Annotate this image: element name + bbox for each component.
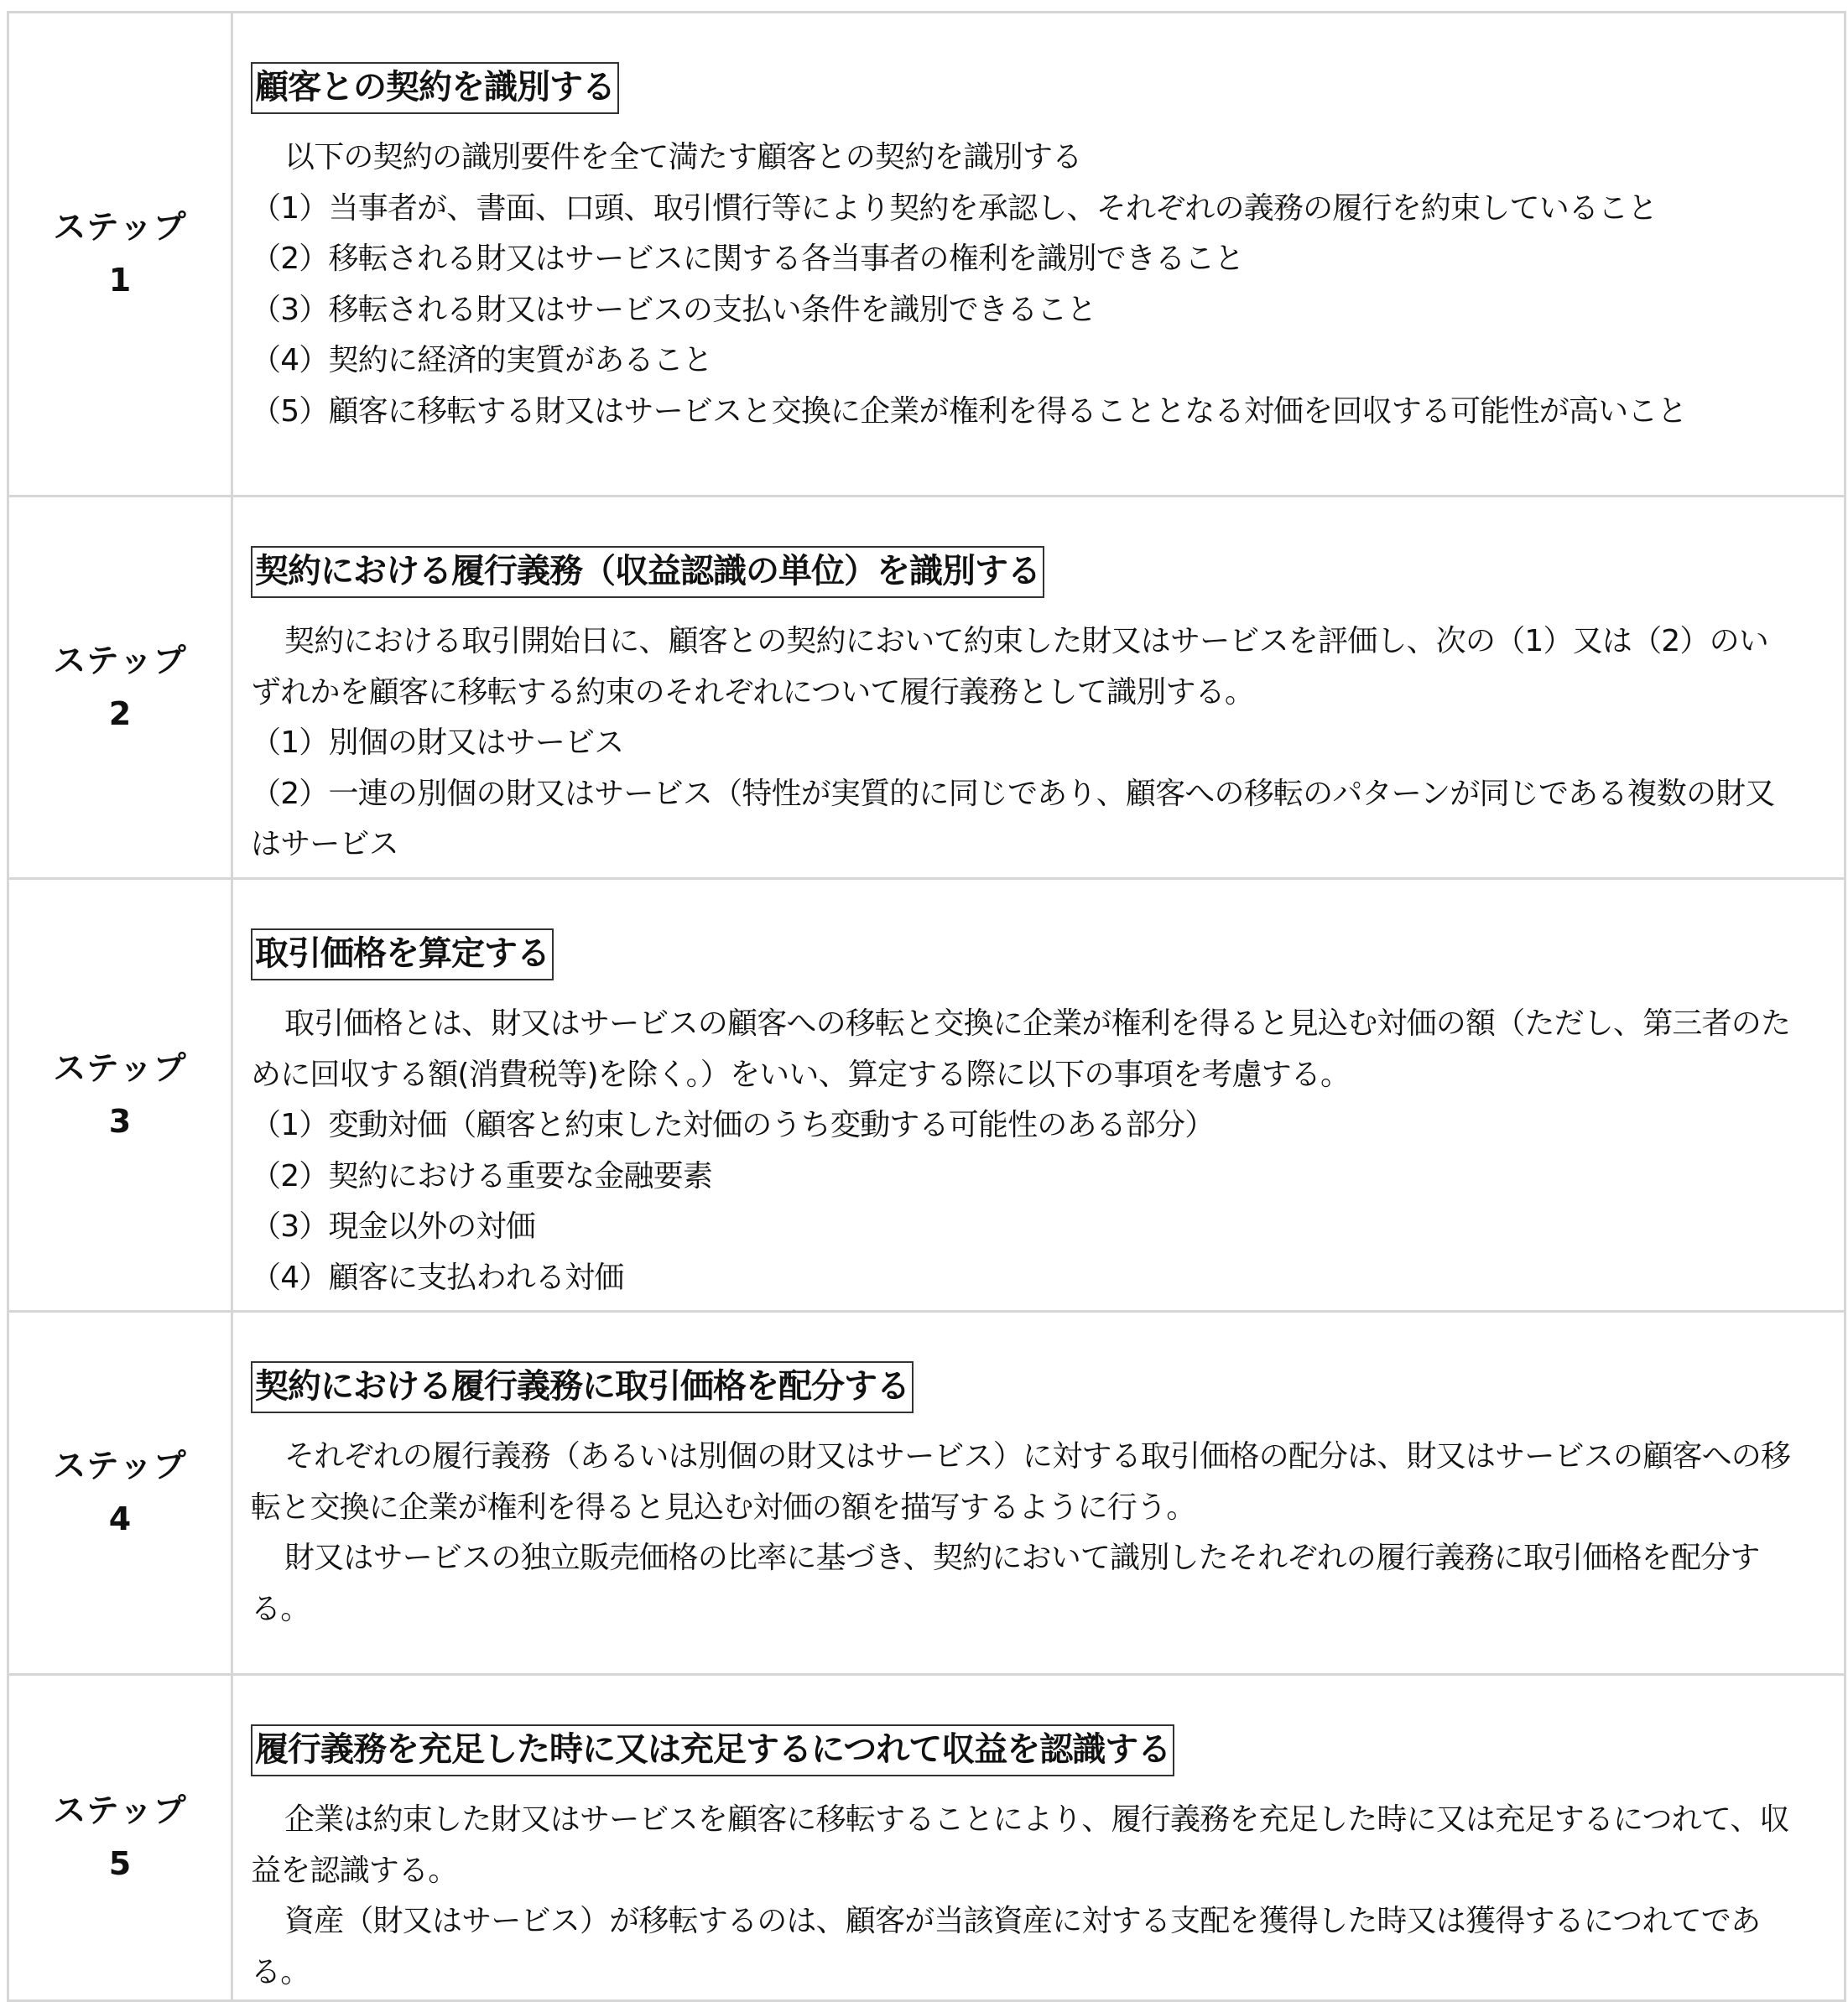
step-body-line: （3）移転される財又はサービスの支払い条件を識別できること [251, 292, 1096, 327]
step-body-line: 財又はサービスの独立販売価格の比率に基づき、契約において識別したそれぞれの履行義務に取引価格を配分する。 [251, 1541, 1760, 1626]
step-body-line: 契約における取引開始日に、顧客との契約において約束した財又はサービスを評価し、次の（1）又は（2）のいずれかを顧客に移転する約束のそれぞれについて履行義務として識別する。 [251, 624, 1769, 710]
step-label-cell [8, 1312, 232, 1675]
step-body-line: （2）契約における重要な金融要素 [251, 1158, 713, 1193]
step-number: 2 [108, 694, 132, 732]
step-body-line: 取引価格とは、財又はサービスの顧客への移転と交換に企業が権利を得ると見込む対価の額（ただし、第三者のために回収する額(消費税等)を除く。）をいい、算定する際に以下の事項を考慮する。 [251, 1006, 1791, 1092]
step-title: 取引価格を算定する [251, 928, 554, 980]
step-label-cell [8, 1675, 232, 2001]
step-title: 契約における履行義務に取引価格を配分する [251, 1361, 914, 1413]
step-row-4 [8, 1312, 1845, 1675]
step-content-cell [232, 497, 1845, 879]
step-body-line: （2）一連の別個の財又はサービス（特性が実質的に同じであり、顧客への移転のパターンが同じである複数の財又はサービス [251, 776, 1775, 861]
step-body-line: （1）変動対価（顧客と約束した対価のうち変動する可能性のある部分） [251, 1108, 1215, 1142]
step-number: 5 [108, 1845, 132, 1882]
step-number: 4 [108, 1500, 132, 1537]
step-body-line: 以下の契約の識別要件を全て満たす顧客との契約を識別する [284, 140, 1082, 174]
step-body-line: （2）移転される財又はサービスに関する各当事者の権利を識別できること [251, 242, 1244, 276]
step-row-2 [8, 497, 1845, 879]
step-content-cell [232, 879, 1845, 1312]
step-label-cell [8, 13, 232, 497]
revenue-recognition-steps-table [7, 11, 1846, 2002]
step-label: ステップ [53, 1049, 187, 1088]
step-row-1 [8, 13, 1845, 497]
step-body-line: 資産（財又はサービス）が移転するのは、顧客が当該資産に対する支配を獲得した時又は獲得するにつれてである。 [251, 1904, 1761, 1989]
step-body [251, 616, 1793, 872]
step-label: ステップ [53, 209, 187, 247]
step-title: 顧客との契約を識別する [251, 62, 619, 114]
step-body-line: 企業は約束した財又はサービスを顧客に移転することにより、履行義務を充足した時に又は充足するにつれて、収益を認識する。 [251, 1802, 1789, 1888]
step-content-cell [232, 13, 1845, 497]
step-label: ステップ [53, 1448, 187, 1485]
step-body [251, 1795, 1793, 1999]
step-number: 1 [108, 262, 132, 299]
step-body-line: （3）現金以外の対価 [251, 1209, 535, 1244]
step-number: 3 [108, 1102, 132, 1140]
step-row-3 [8, 879, 1845, 1312]
step-body [251, 1432, 1793, 1636]
step-content-cell [232, 1675, 1845, 2001]
step-body [251, 999, 1793, 1305]
step-title: 契約における履行義務（収益認識の単位）を識別する [251, 546, 1044, 598]
step-body-line: （1）当事者が、書面、口頭、取引慣行等により契約を承認し、それぞれの義務の履行を約束していること [251, 190, 1658, 226]
step-body-line: （5）顧客に移転する財又はサービスと交換に企業が権利を得ることとなる対価を回収する可能性が高いこと [251, 393, 1687, 429]
step-body-line: （1）別個の財又はサービス [251, 725, 624, 760]
step-content-cell [232, 1312, 1845, 1675]
step-label-cell [8, 497, 232, 879]
step-body-line: （4）契約に経済的実質があること [251, 343, 713, 377]
step-label: ステップ [53, 1792, 187, 1830]
step-label-cell [8, 879, 232, 1312]
step-body-line: （4）顧客に支払われる対価 [251, 1260, 624, 1295]
step-label: ステップ [53, 642, 187, 680]
step-row-5 [8, 1675, 1845, 2001]
step-title: 履行義務を充足した時に又は充足するにつれて収益を認識する [251, 1724, 1174, 1776]
step-body [251, 133, 1793, 439]
step-body-line: それぞれの履行義務（あるいは別個の財又はサービス）に対する取引価格の配分は、財又はサービスの顧客への移転と交換に企業が権利を得ると見込む対価の額を描写するように行う。 [251, 1439, 1791, 1525]
